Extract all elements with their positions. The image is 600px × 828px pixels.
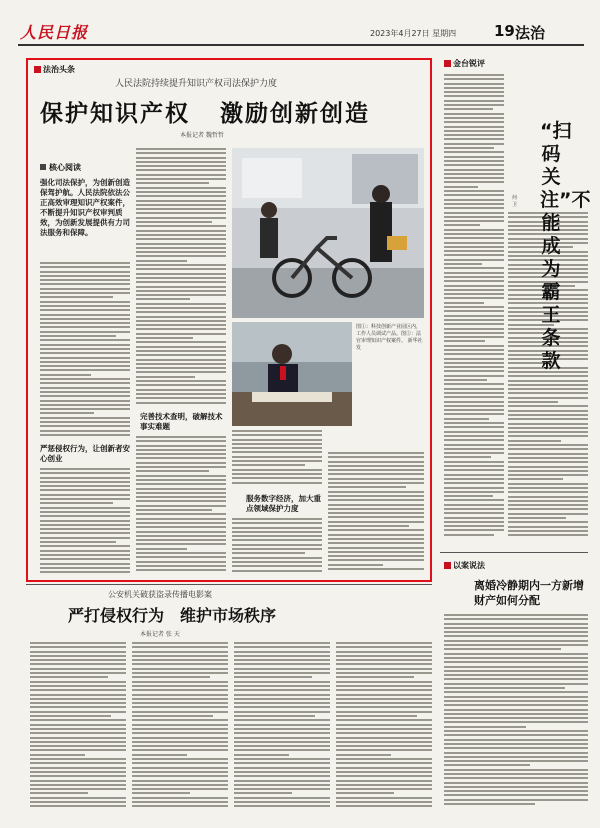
lead-square-icon — [40, 164, 46, 170]
masthead-section: 法治 — [515, 24, 546, 42]
article-column-2-bottom — [136, 436, 226, 576]
bottom-article-headline — [68, 603, 276, 626]
article-headline — [40, 95, 370, 128]
subhead-digital-economy: 服务数字经济，加大重点领域保护力度 — [246, 494, 321, 513]
case-headline: 离婚冷静期内一方新增财产如何分配 — [474, 579, 584, 607]
commentary-title: “扫码关注”不能成为霸王条款 — [540, 120, 591, 372]
right-column-divider — [440, 552, 588, 553]
lead-box-text: 强化司法保护，为创新创造保驾护航。人民法院依法公正高效审理知识产权案件，不断提升知识产权审判质效，为创新发展提供有力司法服务和保障。 — [40, 178, 130, 237]
article-column-1-bottom — [40, 468, 130, 576]
masthead-logo: 人民日报 — [20, 23, 89, 42]
bottom-column-2 — [132, 642, 228, 810]
lead-box-title: 核心阅读 — [40, 162, 81, 173]
right-tag-square-icon — [444, 60, 451, 67]
right-column-tag: 金台锐评 — [444, 58, 485, 69]
subhead-tech-facts: 完善技术查明，破解技术事实难题 — [140, 412, 223, 431]
bottom-column-4 — [336, 642, 432, 810]
commentary-author: 何 卫 — [512, 195, 518, 208]
article-byline: 本报记者 魏哲哲 — [180, 132, 224, 139]
case-text — [444, 614, 588, 810]
article-column-4-bottom — [328, 452, 424, 576]
article-column-2-top — [136, 148, 226, 408]
bottom-article-kicker: 公安机关破获盗录传播电影案 — [108, 590, 212, 599]
subhead-strike-infringement: 严惩侵权行为，让创新者安心创业 — [40, 444, 130, 463]
article-subhead: 人民法院持续提升知识产权司法保护力度 — [115, 79, 278, 89]
masthead-page-number: 19 — [494, 22, 515, 40]
article-column-3-bottom — [232, 518, 322, 576]
masthead-rule — [18, 44, 584, 46]
column-tag-square-icon — [34, 66, 41, 73]
bottom-column-3 — [234, 642, 330, 810]
headline-part-2: 激励创新创造 — [220, 101, 370, 127]
headline-part-1: 保护知识产权 — [40, 101, 190, 127]
bottom-headline-part-1: 严打侵权行为 — [68, 606, 165, 625]
article-column-1-top — [40, 262, 130, 440]
bottom-article-divider — [26, 584, 432, 585]
photo-caption: 图①：科技创新产业园区内，工作人员调试产品。图②：法官审理知识产权案件。 新华社发 — [356, 324, 423, 351]
column-tag-law-headline: 法治头条 — [34, 64, 75, 75]
masthead-date: 2023年4月27日 星期四 — [370, 29, 457, 38]
article-column-3-mid — [232, 430, 322, 490]
bottom-headline-part-2: 维护市场秩序 — [180, 606, 277, 625]
bottom-column-1 — [30, 642, 126, 810]
bottom-article-byline: 本报记者 张 天 — [140, 631, 180, 638]
right-column-tag-2: 以案说法 — [444, 560, 485, 571]
right-tag-2-square-icon — [444, 562, 451, 569]
photo-tech-park — [232, 148, 424, 318]
photo-judge — [232, 322, 352, 426]
commentary-column-1 — [444, 74, 504, 542]
